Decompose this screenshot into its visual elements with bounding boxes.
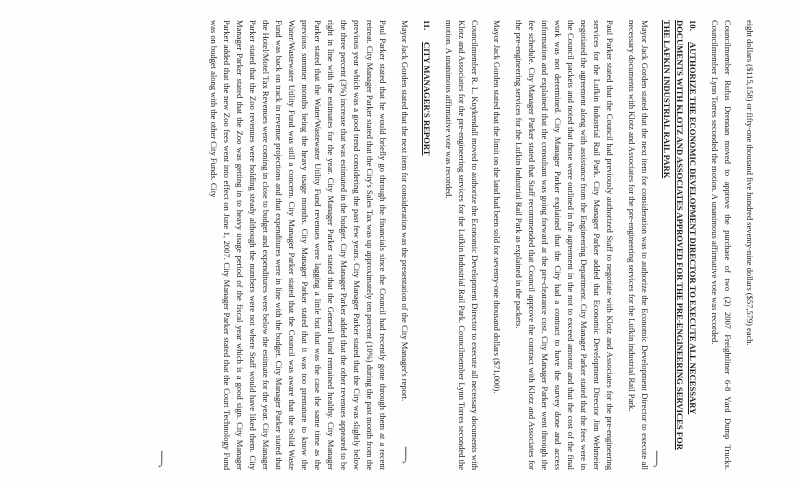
item-10-paragraph-4: Councilmember R. L. Kuykendall moved to authorize the Economic Development Director to execute all necessary documents with Klotz and Associates for the pre-engineering services for the Lufkin Industrial Rail Park. Councilmember Lynn Torres seconded the motion. A unanimous affirmative vote was recorded. [444,20,480,470]
paragraph-top-2: Councilmember Rufus Drennan moved to approve the purchase of two (2) 2007 Freightliner 6-8 Yard Dump Trucks. Councilmember Lynn Torres seconded the motion. A unanimous affirmative vote was recorded. [710,20,733,470]
paragraph-top-1: eight dollars ($115,158) or fifty-one thousand five hundred seventy-nine dollars ($57,579) each. [745,20,755,346]
item-11-paragraph-2: Paul Parker stated that he would briefly go through the financials since the Council had recently gone through them at a recent retreat. City Manager Parker stated that the City's Sales Tax was up approximately ten percent (10%) during the past month from the previous year which was a good trend considering the past few years. City Manager Parker stated that the City was slightly below the three percent (3%) increase that was estimated in the budget. City Manager Parker added that the other revenues appeared to be right in line with the estimates for the year. City Manager Parker stated that the General Fund remained healthy. City Manager Parker stated that the Water/Wastewater Utility Fund revenues were lagging a little but that was the case the same time as the previous summer months being the heavy usage months. City Manager Parker stated that it was too premature to know the Water/Wastewater Utility Fund was still a concern. City Manager Parker stated that the Council was aware that the Solid Waste Fund was back on track in revenue projections and that expenditures were in line with the budget. City Manager Parker stated that the Hotel/Motel Tax Revenues were coming in close to budget and expenditures were below the estimate for the year. City Manager Parker stated that the Zoo revenues were holding steady although the numbers were not where Staff would have liked them. City Manager Parker stated that the Zoo was getting in to heavy usage period of the fiscal year which is a good sign. City Manager Parker added that the new Zoo fees went into effect on June 1, 2007. City Manager Parker stated that the Court Technology Fund was on budget along with the other City Funds. City [209,20,388,470]
item-10-number: 10. [688,20,698,31]
minutes-text-column [198,20,756,470]
item-11-heading [420,20,433,470]
item-11-heading-text: CITY MANAGER'S REPORT [422,42,432,156]
item-11-paragraph-1: Mayor Jack Gorden stated that the next item for consideration was the presentation of the City Manager's report. [400,20,410,402]
item-10-heading [660,20,699,470]
item-10-paragraph-1: Mayor Jack Gorden stated that the next item for consideration was to authorize the Economic Development Director to execute all necessary documents with Klotz and Associates for the pre-engineering services for the Lufkin industrial Rail Park. [627,20,650,470]
item-10-paragraph-2: Paul Parker stated that the Council had previously authorized Staff to negotiate with Klotz and Associates for the pre-engineering services for the Lufkin Industrial Rail Park. City Manager Parker added that Economic Development Director Jim Wehmeier negotiated the agreement along with assistance from the Engineering Department. City Manager Parker stated that the fees were in the Council packets and noted that those were outlined in the agreement in the not to exceed amount and that the cost of the final work was not determined. City Manager Parker explained that the City had a contract to have the survey done and access information and explained that the consultant was going forward at the pre-clearance cost. City Manager Parker went through the fee schedule. City Manager Parker stated that Staff recommended that Council approve the contract with Klotz and Associates for the pre-engineering services for the Lufkin Industrial Rail Park as explained in the packets. [514,20,615,470]
scan-mark-right: ⌡ [653,452,661,468]
item-10-heading-text: AUTHORIZE THE ECONOMIC DEVELOPMENT DIRECTOR TO EXECUTE ALL NECESSARY DOCUMENTS WITH KLOTZ AND ASSOCIATES APPROVED FOR THE PRE-ENGINEERING SERVICES FOR THE LAFKIN INDUSTRIAL RAIL PARK [662,20,698,450]
item-10-paragraph-3: Mayor Jack Gorden stated that the limit on the land had been sold for seventy-one thousand dollars ($71,000). [492,20,502,394]
item-11-number: 11. [422,20,432,31]
scan-mark-center: ⌡ [402,448,410,464]
scan-mark-left: ⌡ [158,452,166,468]
